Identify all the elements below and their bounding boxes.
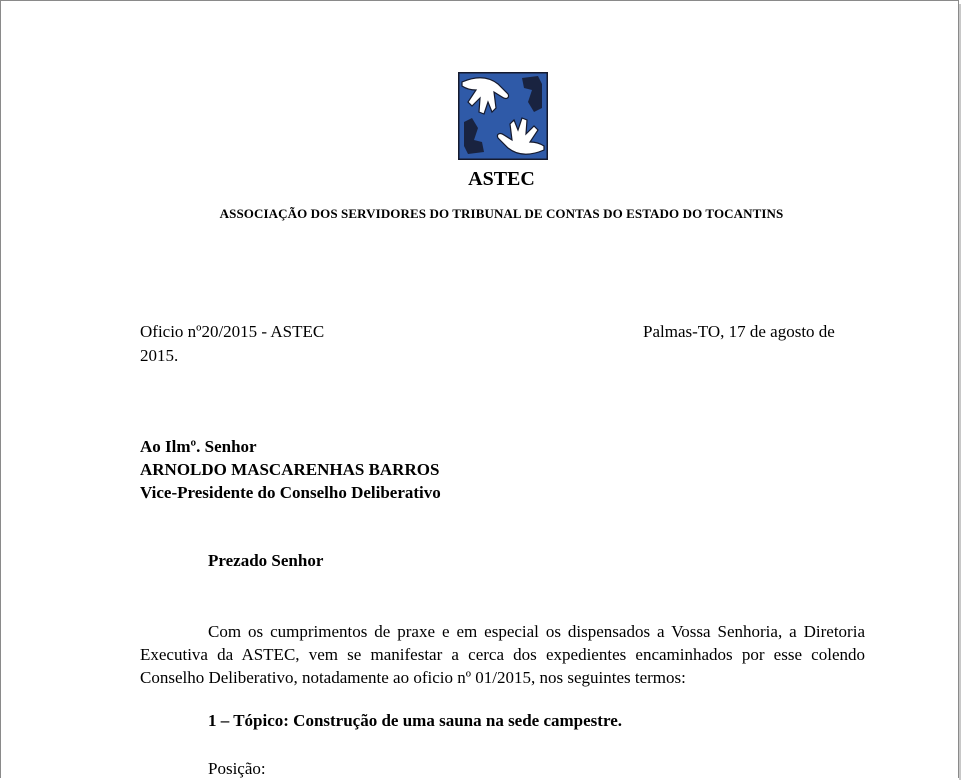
letter-date-year: 2015.	[140, 346, 179, 365]
body-paragraph: Com os cumprimentos de praxe e em especial os dispensados a Vossa Senhoria, a Diretoria Executiva da ASTEC, vem se manifestar a cerca dos expedientes encaminhados por esse colendo Conselho Deliberativo, notadamente ao oficio nº 01/2015, nos seguintes termos:	[140, 622, 865, 687]
recipient-title: Vice-Presidente do Conselho Deliberativo	[140, 483, 441, 502]
letter-greeting: Prezado Senhor	[208, 551, 324, 570]
position-label: Posição:	[208, 759, 266, 778]
recipient-salutation: Ao Ilmº. Senhor	[140, 437, 257, 456]
letter-date: Palmas-TO, 17 de agosto de	[643, 322, 835, 341]
recipient-name: ARNOLDO MASCARENHAS BARROS	[140, 460, 440, 479]
org-full-name: ASSOCIAÇÃO DOS SERVIDORES DO TRIBUNAL DE CONTAS DO ESTADO DO TOCANTINS	[219, 206, 784, 221]
astec-logo-icon	[458, 72, 548, 160]
letter-reference: Oficio nº20/2015 - ASTEC	[140, 322, 325, 341]
org-short-name: ASTEC	[468, 168, 535, 190]
topic-heading: 1 – Tópico: Construção de uma sauna na sede campestre.	[208, 711, 622, 730]
